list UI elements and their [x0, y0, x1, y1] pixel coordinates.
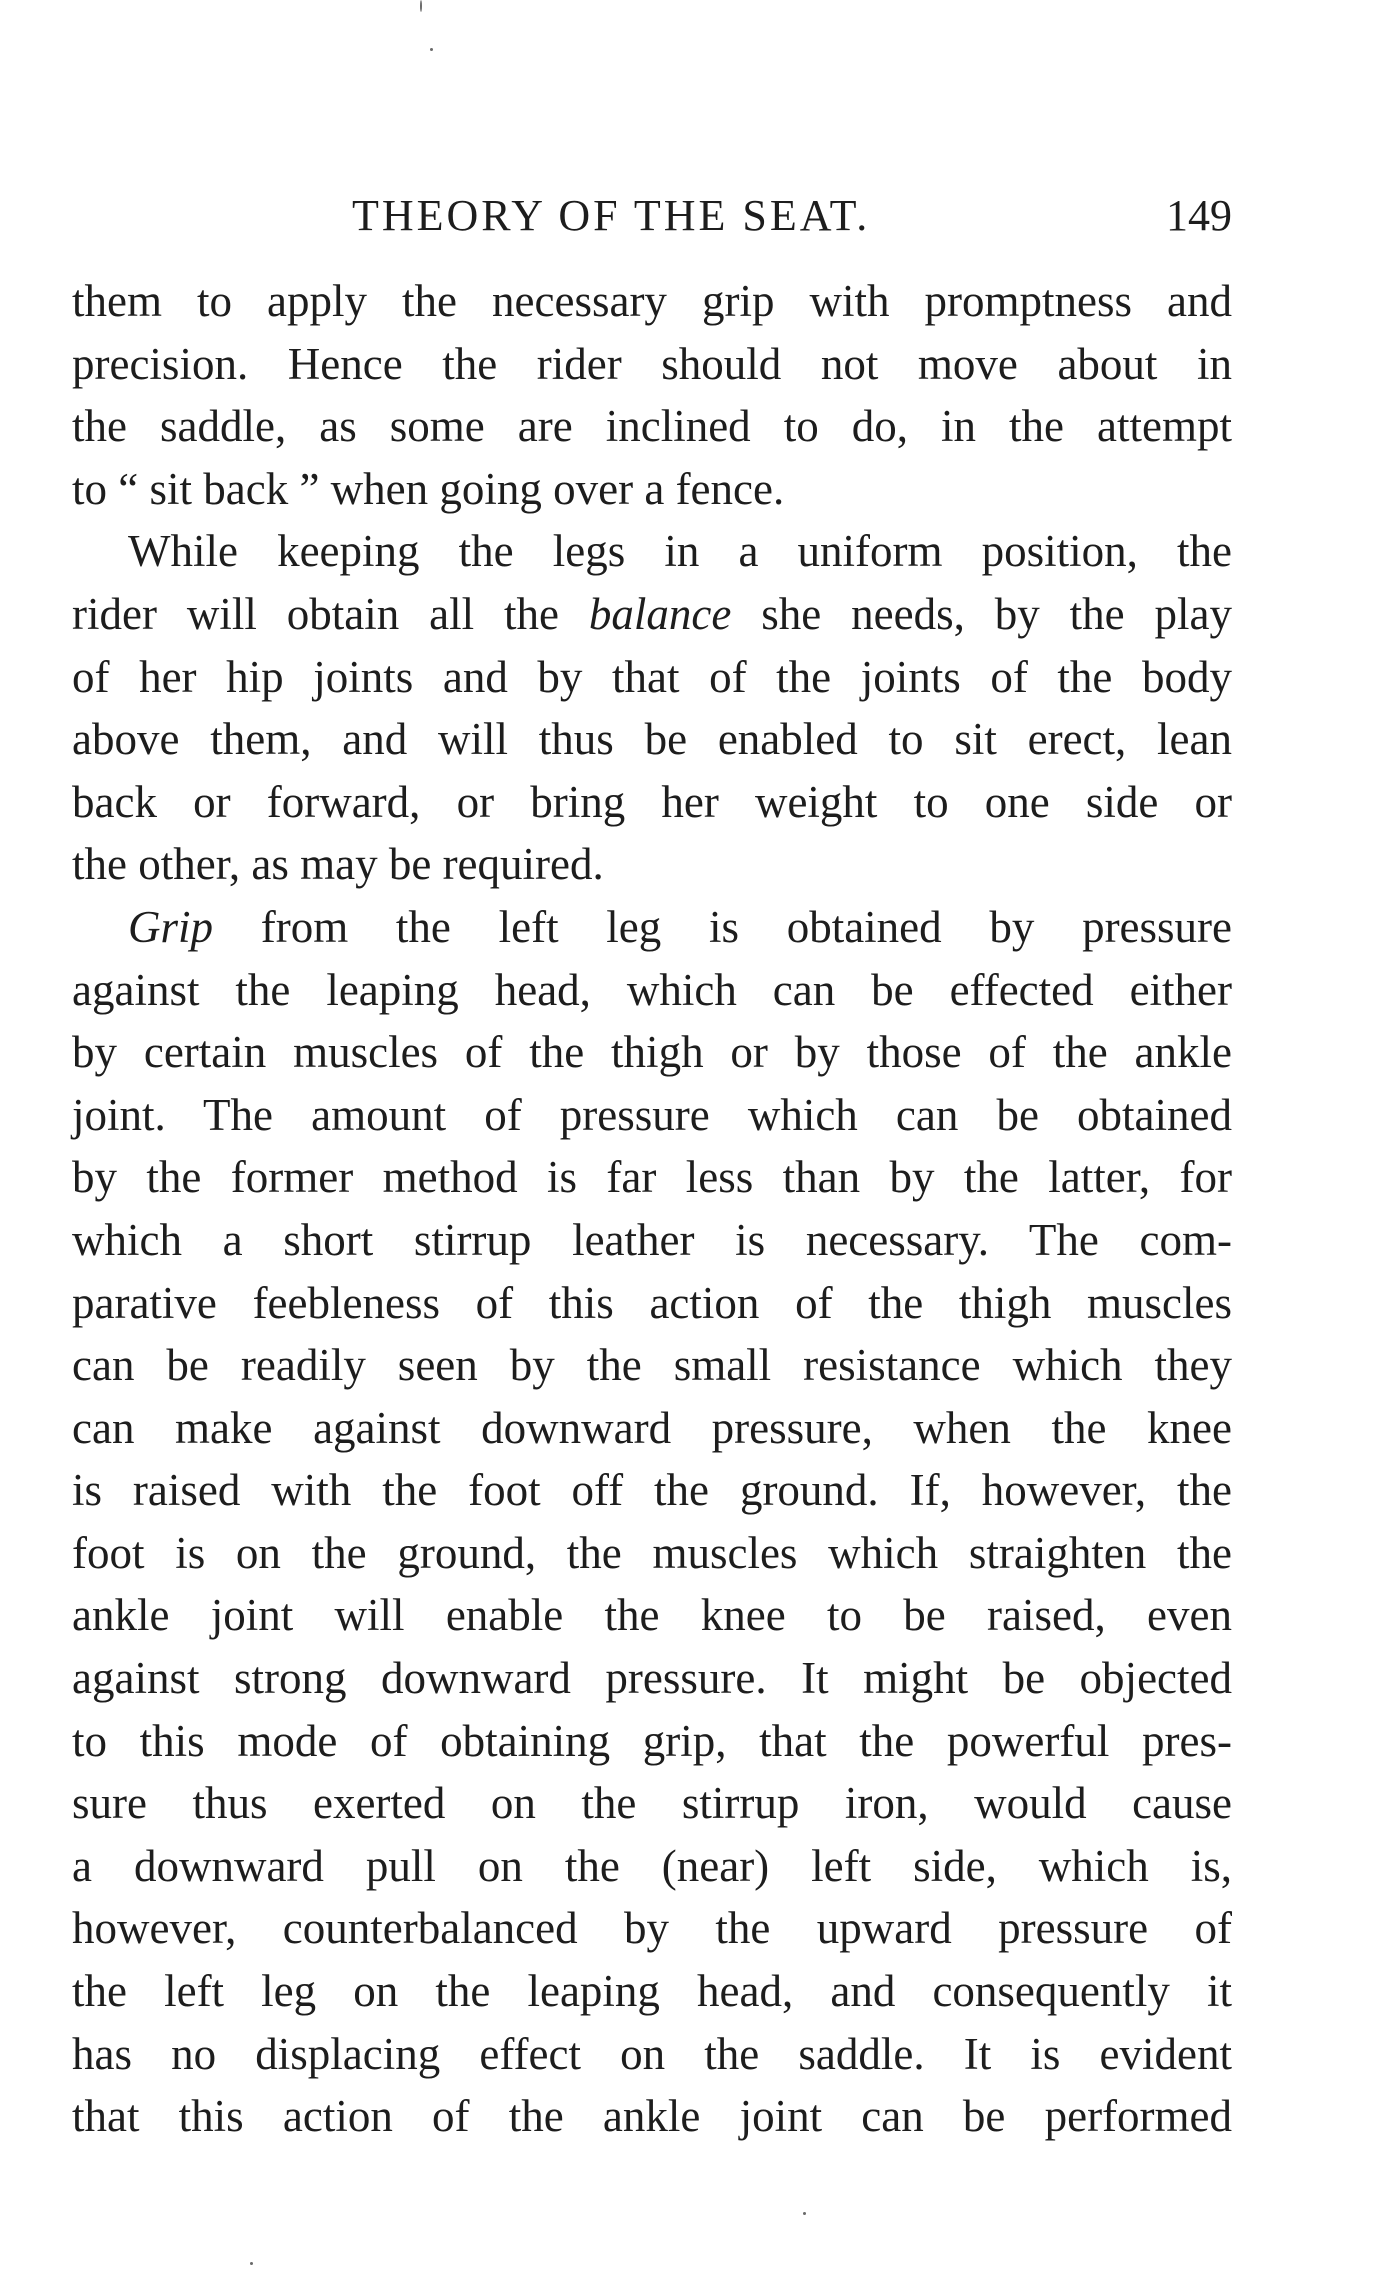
text-line — [72, 896, 1232, 959]
text-line: joint. The amount of pressure which can be obtained — [72, 1089, 1232, 1140]
text-line: the other, as may be required. — [72, 839, 604, 890]
text-line: by certain muscles of the thigh or by those of the ankle — [72, 1027, 1232, 1078]
text-line: While keeping the legs in a uniform position, the — [128, 526, 1232, 577]
text-line: however, counterbalanced by the upward pressure of — [72, 1903, 1232, 1954]
text-line: against the leaping head, which can be effected either — [72, 964, 1232, 1015]
text-line: to this mode of obtaining grip, that the powerful pres- — [72, 1715, 1232, 1766]
scan-speck — [430, 48, 433, 51]
text-line: can be readily seen by the small resistance which they — [72, 1340, 1232, 1391]
text-line: ankle joint will enable the knee to be raised, even — [72, 1590, 1232, 1641]
text-fragment: rider will obtain all the — [72, 588, 559, 639]
text-line: can make against downward pressure, when the knee — [72, 1402, 1232, 1453]
text-line: has no displacing effect on the saddle. It is evident — [72, 2028, 1232, 2079]
emphasis-balance: balance — [588, 588, 732, 639]
text-line: that this action of the ankle joint can be performed — [72, 2091, 1232, 2142]
text-line: a downward pull on the (near) left side, which is, — [72, 1840, 1232, 1891]
text-fragment: from the left leg is obtained by pressure — [260, 901, 1233, 952]
emphasis-grip: Grip — [128, 901, 214, 952]
text-line: to “ sit back ” when going over a fence. — [72, 463, 785, 514]
running-title: THEORY OF THE SEAT. — [352, 191, 871, 240]
text-fragment: she needs, by the play — [761, 588, 1232, 639]
text-line: by the former method is far less than by the latter, for — [72, 1152, 1232, 1203]
scan-speck — [250, 2262, 253, 2265]
text-line: of her hip joints and by that of the joints of the body — [72, 651, 1232, 702]
page-number: 149 — [1166, 191, 1232, 240]
scan-speck — [420, 0, 422, 12]
text-line: parative feebleness of this action of the thigh muscles — [72, 1277, 1232, 1328]
text-line — [72, 583, 1232, 646]
text-line: them to apply the necessary grip with promptness and — [72, 276, 1232, 326]
text-line: precision. Hence the rider should not move about in — [72, 338, 1232, 389]
text-line: above them, and will thus be enabled to sit erect, lean — [72, 714, 1232, 765]
text-line: against strong downward pressure. It might be objected — [72, 1653, 1232, 1704]
body-text — [72, 270, 1232, 2148]
text-line: the saddle, as some are inclined to do, in the attempt — [72, 401, 1232, 452]
text-line: is raised with the foot off the ground. If, however, the — [72, 1465, 1232, 1516]
scan-speck — [803, 2212, 806, 2215]
running-head — [72, 186, 1232, 246]
text-line: which a short stirrup leather is necessary. The com- — [72, 1214, 1232, 1265]
text-line: back or forward, or bring her weight to one side or — [72, 776, 1232, 827]
text-line: foot is on the ground, the muscles which straighten the — [72, 1527, 1232, 1578]
text-line: the left leg on the leaping head, and consequently it — [72, 1966, 1232, 2017]
text-line: sure thus exerted on the stirrup iron, would cause — [72, 1778, 1232, 1829]
